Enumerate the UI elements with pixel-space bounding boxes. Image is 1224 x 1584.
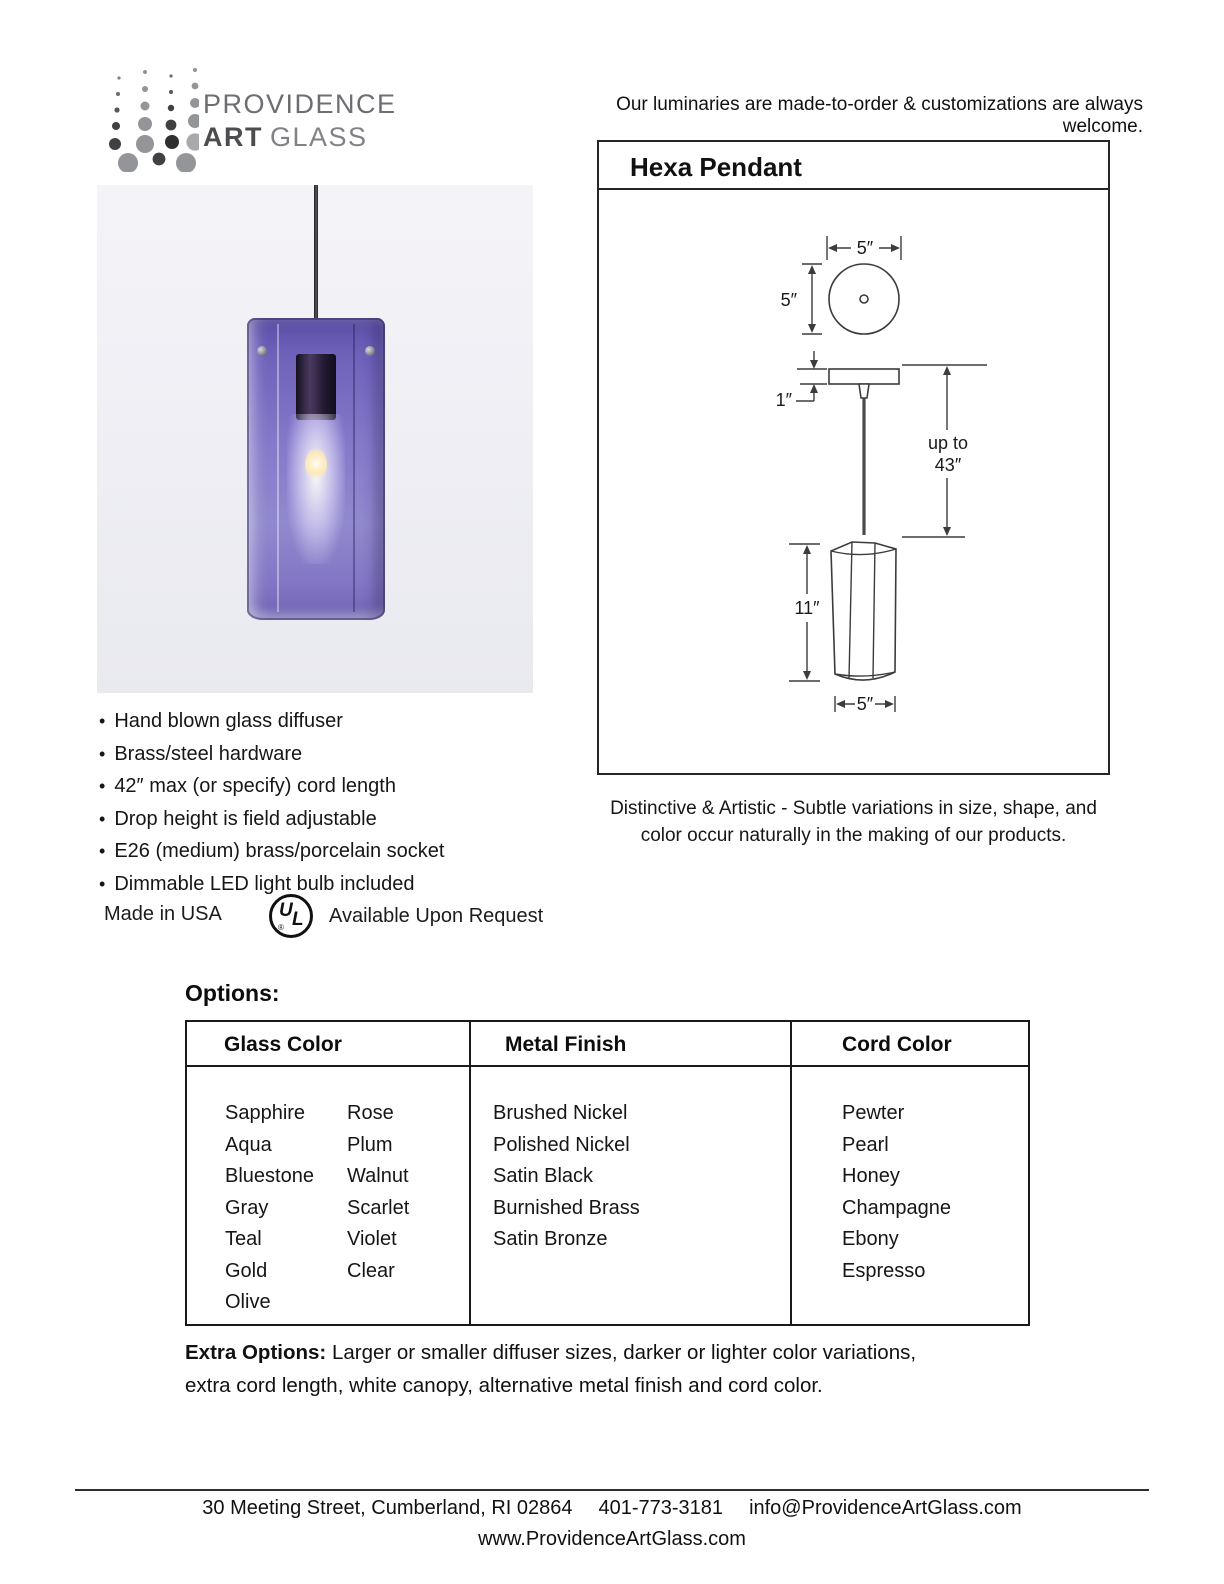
bulb-filament xyxy=(305,448,327,482)
feature-item: • 42″ max (or specify) cord length xyxy=(99,775,444,798)
glass-color-option: Plum xyxy=(347,1133,393,1156)
ul-letter-u: U xyxy=(279,900,293,921)
cord-color-option: Ebony xyxy=(842,1228,899,1250)
dim-canopy-thickness: 1″ xyxy=(775,390,792,410)
glass-color-option: Gold xyxy=(225,1259,268,1282)
pendant-cord xyxy=(314,185,318,320)
glass-color-option: Violet xyxy=(347,1228,397,1250)
bulb-glow xyxy=(287,414,345,564)
cord-color-option: Pearl xyxy=(842,1133,889,1156)
tagline: Our luminaries are made-to-order & customizations are always welcome. xyxy=(616,94,1143,137)
footer-phone: 401-773-3181 xyxy=(598,1497,724,1519)
product-title: Hexa Pendant xyxy=(599,142,1108,190)
made-in-usa-label: Made in USA xyxy=(104,903,222,925)
options-heading: Options: xyxy=(185,980,280,1006)
spec-box xyxy=(597,140,1110,775)
cord-color-option: Honey xyxy=(842,1165,900,1187)
brand-wordmark xyxy=(203,88,397,154)
cord-color-option: Champagne xyxy=(842,1196,951,1219)
dim-canopy-width: 5″ xyxy=(856,238,874,258)
caption-line-1: Distinctive & Artistic - Subtle variations in size, shape, and xyxy=(610,798,1097,819)
feature-item: • Brass/steel hardware xyxy=(99,743,444,766)
hardware-pin-left xyxy=(257,346,267,356)
dim-diffuser-height: 11″ xyxy=(794,598,820,618)
feature-list xyxy=(99,710,444,905)
ul-availability-label: Available Upon Request xyxy=(329,905,544,927)
glass-color-option: Walnut xyxy=(347,1165,409,1187)
glass-color-option: Rose xyxy=(347,1102,394,1124)
extra-options xyxy=(185,1336,995,1402)
brand-name-art: ART xyxy=(203,122,263,152)
registered-mark: ® xyxy=(278,923,284,932)
options-table xyxy=(185,1020,1030,1326)
dim-diffuser-width: 5″ xyxy=(856,694,874,714)
glass-facet-shadow xyxy=(353,324,355,612)
feature-item: • Hand blown glass diffuser xyxy=(99,710,444,733)
cord-color-option: Pewter xyxy=(842,1102,905,1124)
feature-item: • Drop height is field adjustable xyxy=(99,808,444,831)
pendant-glass-diffuser xyxy=(247,318,385,620)
glass-color-option: Teal xyxy=(225,1228,262,1250)
glass-color-option: Gray xyxy=(225,1196,269,1219)
dim-drop-line1: up to xyxy=(927,433,969,453)
footer-contact-line xyxy=(0,1497,1224,1520)
metal-finish-option: Brushed Nickel xyxy=(493,1102,628,1124)
footer-address: 30 Meeting Street, Cumberland, RI 02864 xyxy=(202,1497,573,1519)
glass-color-option: Aqua xyxy=(225,1133,272,1156)
diagram-caption xyxy=(597,795,1110,849)
ul-listed-icon xyxy=(269,894,313,938)
glass-color-option: Scarlet xyxy=(347,1196,410,1219)
metal-finish-header: Metal Finish xyxy=(471,1022,790,1067)
metal-finish-option: Satin Black xyxy=(493,1165,594,1187)
glass-color-column xyxy=(187,1022,471,1324)
extra-options-label: Extra Options: xyxy=(185,1341,327,1364)
dimension-diagram xyxy=(599,190,1108,771)
brand-name-providence: PROVIDENCE xyxy=(203,89,397,119)
glass-color-option: Clear xyxy=(347,1259,395,1282)
metal-finish-option: Satin Bronze xyxy=(493,1228,608,1250)
feature-item: • E26 (medium) brass/porcelain socket xyxy=(99,840,444,863)
footer-divider xyxy=(75,1489,1149,1491)
cord-color-header: Cord Color xyxy=(792,1022,1028,1067)
brand-name-glass: GLASS xyxy=(270,122,368,152)
extra-options-line2: extra cord length, white canopy, alternative metal finish and cord color. xyxy=(185,1374,823,1397)
metal-finish-column xyxy=(471,1022,792,1324)
cord-color-option: Espresso xyxy=(842,1259,926,1282)
dim-drop-line2: 43″ xyxy=(934,455,962,475)
footer-website: www.ProvidenceArtGlass.com xyxy=(478,1528,746,1550)
footer-email: info@ProvidenceArtGlass.com xyxy=(749,1497,1022,1519)
feature-item: • Dimmable LED light bulb included xyxy=(99,873,444,896)
hardware-pin-right xyxy=(365,346,375,356)
brand-name-artglass xyxy=(203,121,397,154)
glass-color-option: Olive xyxy=(225,1291,271,1313)
metal-finish-option: Polished Nickel xyxy=(493,1133,630,1156)
ul-letter-l: L xyxy=(292,909,304,930)
glass-color-option: Sapphire xyxy=(225,1102,306,1124)
brand-dots-icon xyxy=(103,66,199,172)
dim-canopy-depth: 5″ xyxy=(780,290,797,310)
glass-color-option: Bluestone xyxy=(225,1165,314,1187)
pendant-socket xyxy=(296,354,336,420)
product-photo xyxy=(97,185,533,693)
extra-options-line1: Larger or smaller diffuser sizes, darker or lighter color variations, xyxy=(331,1341,917,1364)
caption-line-2: color occur naturally in the making of our products. xyxy=(640,825,1067,846)
metal-finish-option: Burnished Brass xyxy=(493,1196,640,1219)
glass-facet-highlight xyxy=(277,324,279,612)
glass-color-header: Glass Color xyxy=(187,1022,469,1067)
cord-color-column xyxy=(792,1022,1028,1324)
